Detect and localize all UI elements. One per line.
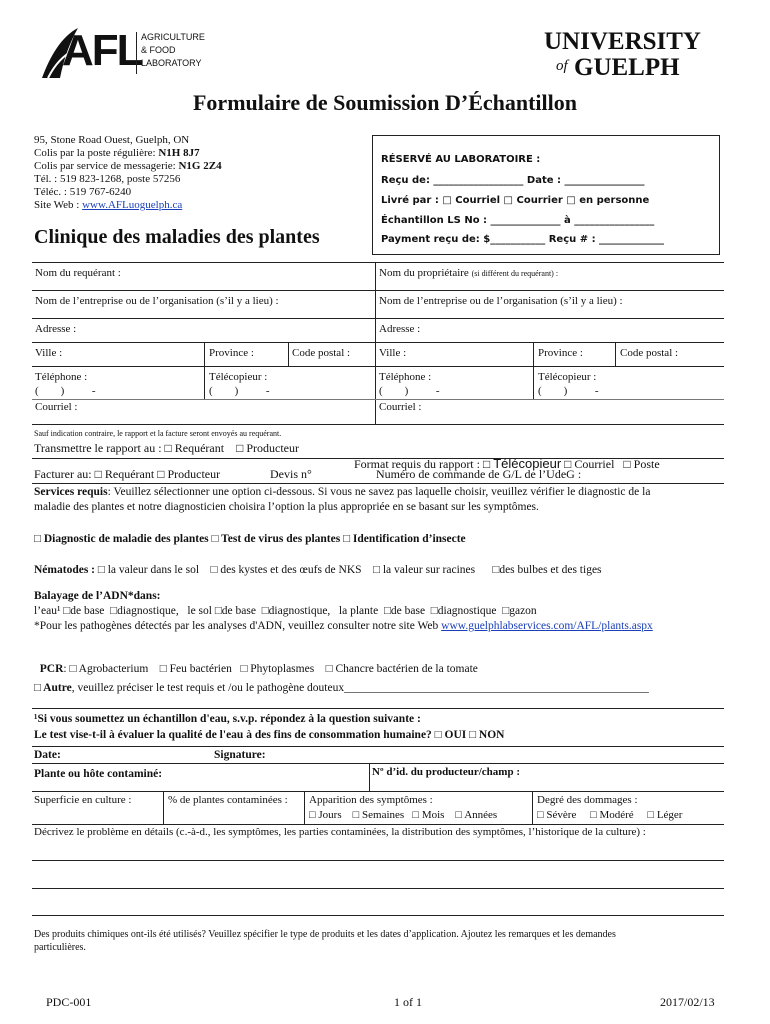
contact-tel: Tél. : 519 823-1268, poste 57256 (34, 173, 181, 185)
uog-line-1: UNIVERSITY (544, 28, 701, 55)
afl-logo (40, 26, 205, 82)
dna-note: *Pour les pathogènes détectés par les analyses d'ADN, veuillez consulter notre site Web www.guelphlabservices.com/AFL/plants.aspx (34, 620, 653, 632)
invoice-options[interactable]: Facturer au: □ Requérant □ Producteur (34, 467, 221, 481)
other-test-option[interactable]: □ Autre, veuillez préciser le test requis et /ou le pathogène douteux_____________________________________________________ (34, 682, 649, 694)
phone-left-pattern: ( ) - (35, 385, 96, 397)
describe-line-2[interactable] (32, 888, 724, 889)
form-code: PDC-001 (46, 995, 92, 1009)
pcr-options[interactable]: PCR: □ Agrobacterium □ Feu bactérien □ Phytoplasmes □ Chancre bactérien de la tomate (39, 663, 478, 675)
contact-web: Site Web : www.AFLuoguelph.ca (34, 199, 183, 211)
format-fax-option[interactable]: Télécopieur (493, 456, 562, 471)
damage-level-label: Degré des dommages : (537, 794, 638, 806)
phone-right-label[interactable]: Téléphone : (379, 371, 432, 383)
clinic-title: Clinique des maladies des plantes (34, 226, 320, 248)
afl-website-link[interactable]: www.AFLuoguelph.ca (82, 199, 183, 211)
regular-mail-postal-code: N1H 8J7 (158, 147, 200, 159)
afl-line-2: & FOOD (141, 45, 176, 55)
lab-received: Reçu de: __________________ Date : ________________ (381, 175, 645, 186)
chemicals-question-1: Des produits chimiques ont-ils été utilisés? Veuillez spécifier le type de produits et les dates d’application. Ajoutez les remarques et les demandes (34, 929, 616, 940)
lab-box-title: RÉSERVÉ AU LABORATOIRE : (381, 154, 541, 165)
afl-logo-text: AFL (62, 26, 142, 75)
company-right-label[interactable]: Nom de l’entreprise ou de l’organisation (s’il y a lieu) : (379, 295, 623, 307)
postal-right-label[interactable]: Code postal : (620, 347, 679, 359)
province-left-label[interactable]: Province : (209, 347, 254, 359)
lab-payment: Payment reçu de: $___________ Reçu # : _____________ (381, 234, 665, 245)
fax-right-label[interactable]: Télécopieur : (538, 371, 597, 383)
percent-infected-label[interactable]: % de plantes contaminées : (168, 794, 288, 806)
symptom-onset-options[interactable]: □ Jours □ Semaines □ Mois □ Années (309, 809, 498, 821)
fax-left-pattern: ( ) - (209, 385, 270, 397)
postal-left-label[interactable]: Code postal : (292, 347, 351, 359)
uog-line-2: GUELPH (574, 54, 680, 81)
date-label[interactable]: Date: (34, 749, 61, 761)
damage-level-options[interactable]: □ Sévère □ Modéré □ Léger (537, 809, 683, 821)
contact-regular-mail: Colis par la poste régulière: N1H 8J7 (34, 147, 200, 159)
transmit-report-options[interactable]: Transmettre le rapport au : □ Requérant □ Producteur (34, 441, 299, 455)
describe-line-1[interactable] (32, 860, 724, 861)
page-number: 1 of 1 (394, 995, 422, 1009)
phone-right-pattern: ( ) - (379, 385, 440, 397)
uog-of: of (556, 58, 568, 74)
order-number-label[interactable]: Numéro de commande de G/L de l’UdeG : (376, 467, 582, 481)
crop-area-label[interactable]: Superficie en culture : (34, 794, 132, 806)
diagnostic-options[interactable]: □ Diagnostic de maladie des plantes □ Test de virus des plantes □ Identification d’insecte (34, 533, 466, 545)
afl-line-1: AGRICULTURE (141, 32, 205, 42)
fax-left-label[interactable]: Télécopieur : (209, 371, 268, 383)
report-format-options[interactable]: Format requis du rapport : □ Télécopieur □ Courriel □ Poste (354, 456, 660, 471)
nematodes-options[interactable]: Nématodes : □ la valeur dans le sol □ des kystes et des œufs de NKS □ la valeur sur racines □des bulbes et des tiges (34, 564, 602, 576)
owner-name-note: (si différent du requérant) : (471, 269, 559, 278)
grower-id-label[interactable]: Nº d’id. du producteur/champ : (372, 766, 520, 778)
email-left-label[interactable]: Courriel : (35, 401, 78, 413)
contact-address: 95, Stone Road Ouest, Guelph, ON (34, 134, 190, 146)
province-right-label[interactable]: Province : (538, 347, 583, 359)
contact-fax: Téléc. : 519 767-6240 (34, 186, 132, 198)
default-recipient-note: Sauf indication contraire, le rapport et la facture seront envoyés au requérant. (34, 429, 282, 438)
plant-host-label[interactable]: Plante ou hôte contaminé: (34, 768, 163, 780)
owner-name-label[interactable]: Nom du propriétaire (si différent du requérant) : (379, 267, 559, 279)
dna-scan-title: Balayage de l’ADN*dans: (34, 590, 161, 602)
address-right-label[interactable]: Adresse : (379, 323, 421, 335)
water-question-2[interactable]: Le test vise-t-il à évaluer la qualité de l'eau à des fins de consommation humaine? □ OUI □ NON (34, 729, 505, 741)
lab-reserved-box (372, 135, 720, 255)
phone-left-label[interactable]: Téléphone : (35, 371, 88, 383)
dna-scan-options[interactable]: l’eau¹ □de base □diagnostique, le sol □de base □diagnostique, la plante □de base □diagnostique □gazon (34, 605, 537, 617)
uog-logo (544, 28, 704, 84)
page-title: Formulaire de Soumission D’Échantillon (192, 90, 578, 115)
contact-courier: Colis par service de messagerie: N1G 2Z4 (34, 160, 222, 172)
city-left-label[interactable]: Ville : (35, 347, 63, 359)
revision-date: 2017/02/13 (660, 995, 715, 1009)
afl-plants-link[interactable]: www.guelphlabservices.com/AFL/plants.aspx (441, 620, 653, 632)
requester-name-label[interactable]: Nom du requérant : (35, 267, 121, 279)
courier-postal-code: N1G 2Z4 (178, 160, 222, 172)
lab-delivered: Livré par : □ Courriel □ Courrier □ en personne (381, 195, 650, 206)
describe-line-3[interactable] (32, 915, 724, 916)
lab-sample-no: Échantillon LS No : ______________ à ________________ (381, 215, 655, 226)
services-intro-line-2: maladie des plantes et notre diagnosticien choisira l’option la plus appropriée en se basant sur les symptômes. (34, 501, 539, 513)
services-intro-line-1: Services requis: Veuillez sélectionner une option ci-dessous. Si vous ne savez pas laquelle choisir, veuillez vérifier le diagnostic de la (34, 486, 651, 498)
company-left-label[interactable]: Nom de l’entreprise ou de l’organisation (s’il y a lieu) : (35, 295, 279, 307)
city-right-label[interactable]: Ville : (379, 347, 407, 359)
describe-problem-label: Décrivez le problème en détails (c.-à-d., les symptômes, les parties contaminées, la distribution des symptômes, l’historique de la culture) : (34, 826, 646, 838)
services-label: Services requis (34, 486, 108, 498)
signature-label[interactable]: Signature: (214, 749, 266, 761)
email-right-label[interactable]: Courriel : (379, 401, 422, 413)
quote-number-label[interactable]: Devis n° (270, 467, 312, 481)
symptom-onset-label: Apparition des symptômes : (309, 794, 433, 806)
afl-line-3: LABORATORY (141, 58, 202, 68)
fax-right-pattern: ( ) - (538, 385, 599, 397)
water-question-1: ¹Si vous soumettez un échantillon d'eau, s.v.p. répondez à la question suivante : (34, 713, 421, 725)
chemicals-question-2: particulières. (34, 942, 86, 953)
address-left-label[interactable]: Adresse : (35, 323, 77, 335)
